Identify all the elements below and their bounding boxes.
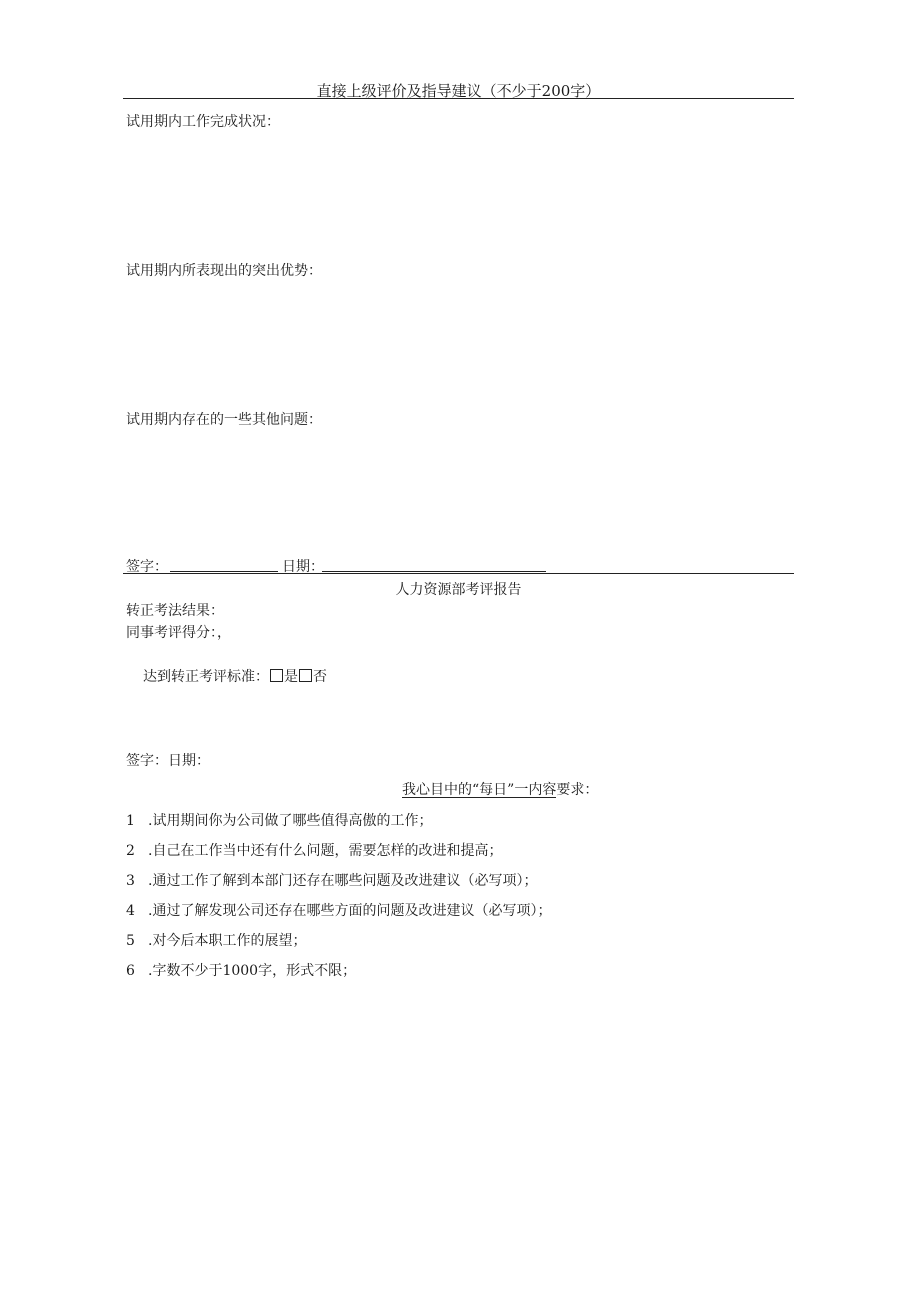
requirement-item-1 <box>126 810 432 830</box>
confirmation-result-label: 转正考法结果： <box>126 603 224 619</box>
date-line <box>322 571 546 572</box>
requirement-number: 5 <box>126 933 135 949</box>
requirements-title: 我心目中的“每日”一内容要求： <box>402 782 599 798</box>
strengths-label: 试用期内所表现出的突出优势： <box>126 263 322 279</box>
other-issues-label: 试用期内存在的一些其他问题： <box>126 412 322 428</box>
supervisor-signature-label: 签字： <box>126 559 168 575</box>
hr-section-title: 人力资源部考评报告 <box>395 582 522 598</box>
requirements-title-underline <box>402 797 556 798</box>
yes-option-label: 是 <box>284 669 298 685</box>
requirement-number: 4 <box>126 903 135 919</box>
supervisor-date-label: 日期： <box>282 559 324 575</box>
yes-checkbox[interactable] <box>270 669 283 682</box>
requirement-item-4 <box>126 900 551 920</box>
work-completion-label: 试用期内工作完成状况： <box>126 114 280 130</box>
peer-score-label: 同事考评得分：， <box>126 625 231 641</box>
no-option-label: 否 <box>313 669 327 685</box>
divider-top <box>123 98 794 99</box>
requirement-text: .对今后本职工作的展望； <box>148 933 307 949</box>
requirement-number: 2 <box>126 843 135 859</box>
requirement-item-3 <box>126 870 537 890</box>
requirement-item-2 <box>126 840 502 860</box>
requirement-text: .通过了解发现公司还存在哪些方面的问题及改进建议（必写项）； <box>148 903 552 919</box>
no-checkbox[interactable] <box>299 669 312 682</box>
requirement-item-6 <box>126 960 356 980</box>
requirement-text: .通过工作了解到本部门还存在哪些问题及改进建议（必写项）； <box>148 873 538 889</box>
requirement-number: 1 <box>126 813 135 829</box>
requirement-text: .自己在工作当中还有什么问题，需要怎样的改进和提高； <box>148 843 503 859</box>
hr-signature-date-label: 签字：日期： <box>126 753 210 769</box>
standard-row <box>143 666 327 686</box>
divider-middle <box>123 573 794 574</box>
signature-line <box>170 571 278 572</box>
requirement-text: .字数不少于1000字，形式不限； <box>148 963 357 979</box>
requirement-number: 3 <box>126 873 135 889</box>
standard-label: 达到转正考评标准： <box>143 669 269 685</box>
requirement-text: .试用期间你为公司做了哪些值得高傲的工作； <box>148 813 433 829</box>
requirement-item-5 <box>126 930 306 950</box>
requirement-number: 6 <box>126 963 135 979</box>
supervisor-section-title: 直接上级评价及指导建议（不少于200字） <box>316 82 601 100</box>
